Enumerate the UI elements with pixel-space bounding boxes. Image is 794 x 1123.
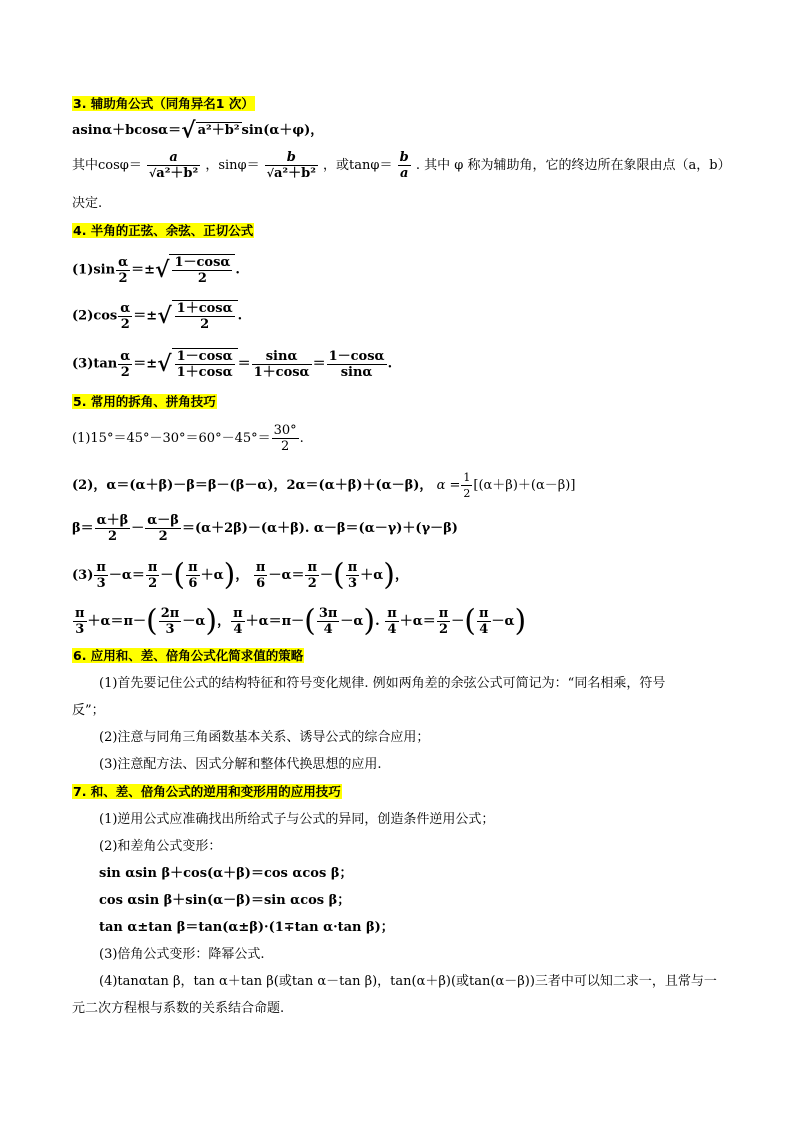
technique-3: (3)倍角公式变形：降幂公式. <box>99 947 265 962</box>
split-angle-3a: (3) $\frac{\pi}{3}$ －α＝ $\frac{\pi}{2}$ －( $\frac{\pi}{6}$ ＋α)， $\frac{\pi}{6}$ －α＝ $\frac{\pi}{2}$ －( $\frac{\pi}{3}$ ＋α)， <box>72 557 408 593</box>
strategy-2: (2)注意与同角三角函数基本关系、诱导公式的综合应用； <box>99 730 430 745</box>
split-angle-2: (2)，α＝(α＋β)－β＝β－(β－α)，2α＝(α＋β)＋(α－β)， α = $\frac{1}{2}$ [(α＋β)＋(α－β)] <box>72 471 576 500</box>
split-angle-3b: $\frac{\pi}{3}$ ＋α＝π－( $\frac{2\pi}{3}$ －α)， $\frac{\pi}{4}$ ＋α＝π－( $\frac{3\pi}{4}$ －α). $\frac{\pi}{4}$ ＋α＝ $\frac{\pi}{2}$ －( $\frac{\pi}{4}$ －α) <box>75 603 527 639</box>
formula-cos-variant: cos αsin β＋sin(α－β)＝sin αcos β； <box>99 893 351 908</box>
section-4-heading: 4. 半角的正弦、余弦、正切公式 <box>73 223 254 238</box>
formula-tan-variant: tan α±tan β＝tan(α±β)·(1∓tan α·tan β)； <box>99 920 394 935</box>
half-angle-cos: (2)cos $\frac{\alpha}{2}$ ＝±√ $\frac{1+\cos\alpha}{2}$ . <box>72 300 243 332</box>
strategy-1: (1)首先要记住公式的结构特征和符号变化规律. 例如两角差的余弦公式可简记为：“同名相乘，符号 <box>99 676 666 691</box>
section-5-heading: 5. 常用的拆角、拼角技巧 <box>73 394 216 409</box>
split-angle-beta: β＝ $\frac{\alpha+\beta}{2}$ － $\frac{\alpha-\beta}{2}$ ＝(α＋2β)－(α＋β). α－β＝(α－γ)＋(γ－β) <box>72 513 458 544</box>
half-angle-sin: (1)sin $\frac{\alpha}{2}$ ＝±√ $\frac{1-\cos\alpha}{2}$ . <box>72 254 240 286</box>
section-6-heading: 6. 应用和、差、倍角公式化简求值的策略 <box>73 648 304 663</box>
technique-4-cont: 元二次方程根与系数的关系结合命题. <box>72 1001 285 1016</box>
technique-1: (1)逆用公式应准确找出所给式子与公式的异同，创造条件逆用公式； <box>99 812 495 827</box>
section-7-heading: 7. 和、差、倍角公式的逆用和变形用的应用技巧 <box>73 784 341 799</box>
half-angle-tan: (3)tan $\frac{\alpha}{2}$ ＝±√ $\frac{1-\cos\alpha}{1+\cos\alpha}$ ＝ $\frac{\sin\alpha}{1+\cos\alpha}$ ＝ $\frac{1-\cos\alpha}{\sin\alpha}$ . <box>72 348 393 380</box>
split-angle-1: (1)15°＝45°－30°＝60°－45°＝ $\frac{30^\circ}{2}$ . <box>72 423 304 454</box>
strategy-1-cont: 反”； <box>72 703 105 718</box>
aux-angle-definition-end: 决定. <box>72 196 103 211</box>
aux-angle-definition: 其中cosφ＝ $\frac{a}{\text{√a²＋b²}}$ ，sinφ＝ $\frac{b}{\text{√a²＋b²}}$ ，或tanφ＝ $\frac{b}{a}$ . 其中 φ 称为辅助角，它的终边所在象限由点（a，b） <box>72 150 731 181</box>
section-3-heading: 3. 辅助角公式（同角异名1 次） <box>73 96 254 111</box>
strategy-3: (3)注意配方法、因式分解和整体代换思想的应用. <box>99 757 382 772</box>
formula-sin-variant: sin αsin β＋cos(α＋β)＝cos αcos β； <box>99 866 353 881</box>
aux-angle-formula: asinα＋bcosα＝√ a²＋b² sin(α＋φ)， <box>72 117 324 144</box>
technique-2: (2)和差角公式变形： <box>99 839 222 854</box>
technique-4: (4)tanαtan β，tan α＋tan β(或tan α－tan β)，tan(α＋β)(或tan(α－β))三者中可以知二求一，且常与一 <box>99 974 717 989</box>
